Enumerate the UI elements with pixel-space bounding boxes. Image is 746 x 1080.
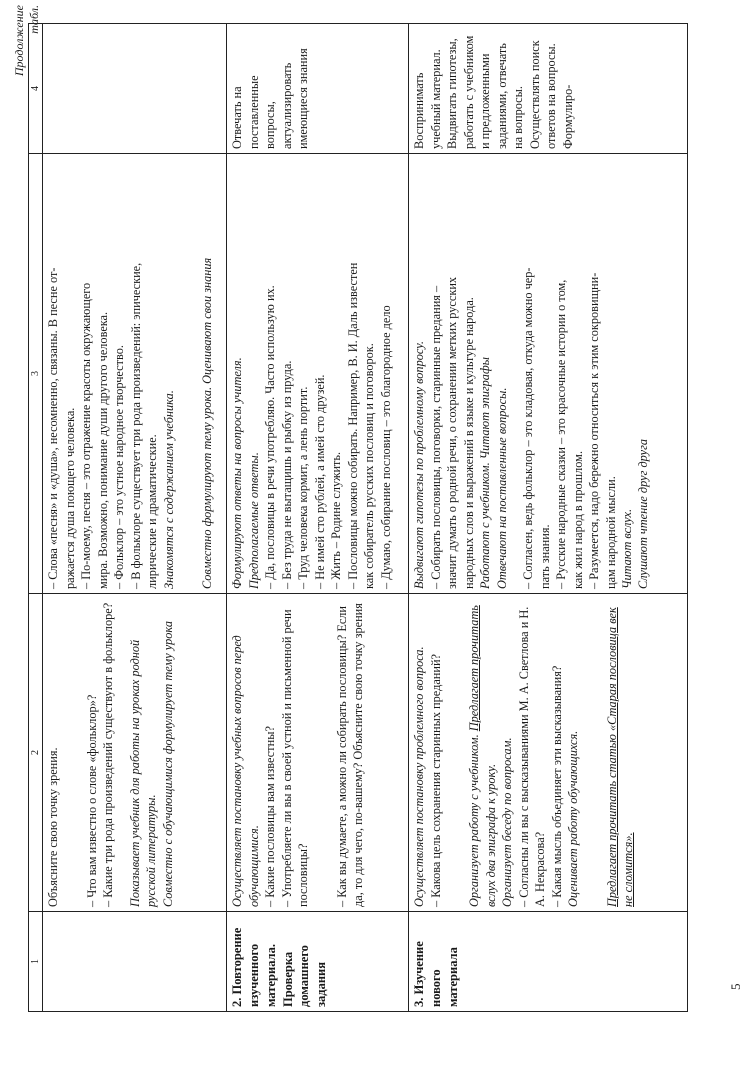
question-text: – Употребляете ли вы в своей устной и письменной речи пословицы? [279,609,311,907]
answer-line: – Пословицы можно собирать. Например, В. И. Даль известен [345,262,360,589]
outcomes-cell [43,24,227,154]
column-number: 3 [29,154,43,594]
instruction-text: Предлагает прочитать статью «Старая пословица век не сломится». [604,607,636,907]
student-activity-cell [409,154,688,594]
column-number: 1 [29,912,43,1012]
answer-line: – Собирать пословицы, поговорки, старинные предания – [428,285,443,589]
page-number: 5 [728,983,743,990]
answer-line: ражается душа поющего человека. [62,407,77,589]
answer-line: – Без труда не вытащишь и рыбку из пруда. [279,360,294,589]
answer-line: – Фольклор – это устное народное творчество. [112,345,127,589]
continued-label: Продолжение табл. [12,5,41,77]
teacher-activity-cell [227,594,409,912]
answer-line: – Разумеется, надо бережно относиться к этим сокровищни- [587,272,602,589]
answer-line: – По-моему, песня – это отражение красоты окружающего [79,282,94,589]
activity-note: Читают вслух. [620,508,635,589]
outcomes-cell: Воспринимать учебный материал. Выдвигать гипотезы, работать с учебником и предложенными заданиями, отвечать на вопросы. Осуществлять поиск ответов на вопросы. Формулиро- [409,24,688,154]
stage-cell [409,912,688,1012]
question-text: – Какая мысль объединяет эти высказывания? [549,665,564,907]
answer-line: значит думать о родной речи, о сохранении метких русских [445,276,460,589]
answer-line: как жил народ в прошлом. [570,450,585,589]
activity-note: Работают с учебником. Читают эпиграфы [478,356,493,589]
question-text: – Какова цель сохранения старинных преданий? [428,654,443,907]
activity-note: Предполагаемые ответы. [246,452,261,589]
outcomes-cell: Отвечать на поставленные вопросы, актуализировать имеющиеся знания [227,24,409,154]
answer-line: – Не имей сто рублей, а имей сто друзей. [312,374,327,589]
activity-note: Знакомятся с содержанием учебника. [161,390,176,589]
table-row [227,24,409,1012]
question-text: – Что вам известно о слове «фольклор»? [84,694,99,907]
stage-title: 3. Изучение нового материала [412,941,460,1007]
question-text: – Какие пословицы вам известны? [263,726,278,907]
question-text: – Согласны ли вы с высказываниями М. А. Светлова и Н. А. Некрасова? [516,606,548,907]
instruction-text: Организует работу с учебником. [467,734,482,907]
activity-note: Выдвигают гипотезы по проблемному вопросу. [412,341,427,589]
teacher-activity-cell [409,594,688,912]
lesson-table [28,23,688,1012]
activity-note: Отвечают на поставленные вопросы. [494,387,509,589]
stage-title: 2. Повторение изученного материала. Проверка домашнего задания [230,927,329,1007]
prompt-text: Объясните свою точку зрения. [46,747,61,907]
instruction-text: Совместно с обучающимися формулирует тему урока [160,621,175,907]
stage-cell [227,912,409,1012]
activity-note: Совместно формулируют тему урока. Оценивают свои знания [200,257,215,589]
student-activity-cell [43,154,227,594]
answer-line: лирические и драматические. [145,434,160,589]
answer-line: цам народной мысли. [603,476,618,589]
answer-line: – Жить – Родине служить. [329,451,344,589]
answer-line: пать знания. [537,524,552,589]
answer-line: – Слова «песня» и «душа», несомненно, связаны. В песне от- [46,267,61,589]
instruction-text: Показывает учебник для работы на уроках родной русской литературы. [127,639,159,907]
activity-note: Слушают чтение друг друга [636,438,651,589]
question-text: – Как вы думаете, а можно ли собирать пословицы? Если да, то для чего, по-вашему? Объясните свою точку зрения [334,603,366,907]
question-text: – Какие три рода произведений существуют в фольклоре? [101,602,116,907]
answer-line: – Думаю, собирание пословиц – это благородное дело [378,305,393,589]
answer-line: народных слов и выражений в языке и культуре народа. [461,297,476,589]
instruction-text: Осуществляет постановку проблемного вопроса. [412,646,427,907]
answer-line: – Русские народные сказки – это красочные истории о том, [554,279,569,589]
activity-note: Формулируют ответы на вопросы учителя. [230,357,245,589]
instruction-text: Осуществляет постановку учебных вопросов перед обучающимися. [230,635,261,907]
table-row [43,24,227,1012]
answer-line: – Труд человека кормит, а лень портит. [296,386,311,589]
answer-line: – Согласен, ведь фольклор – это кладовая, откуда можно чер- [521,267,536,589]
column-number: 2 [29,594,43,912]
instruction-text: вслух два эпиграфа к уроку. [483,763,498,907]
column-number: 4 [29,24,43,154]
answer-line: мира. Возможно, понимание души другого человека. [95,311,110,589]
instruction-text: Предлагает прочитать [467,605,482,732]
instruction-text: Организует беседу по вопросам. [500,737,515,907]
table-row [409,24,688,1012]
answer-line: – В фольклоре существует три рода произведений: эпические, [128,262,143,589]
student-activity-cell [227,154,409,594]
column-number-row [29,24,43,1012]
teacher-activity-cell [43,594,227,912]
instruction-text: Оценивает работу обучающихся. [566,730,581,907]
answer-line: – Да, пословицы в речи употребляю. Часто использую их. [263,285,278,589]
answer-line: как собиратель русских пословиц и поговорок. [362,343,377,589]
stage-cell [43,912,227,1012]
